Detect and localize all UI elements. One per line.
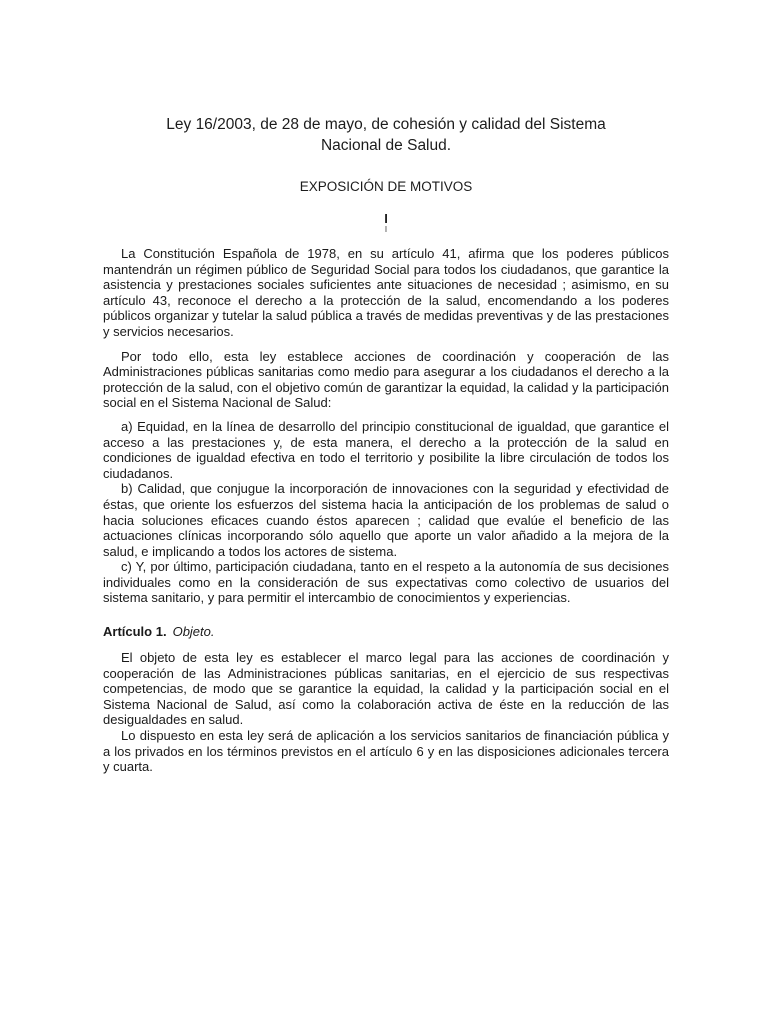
document-page bbox=[103, 114, 669, 775]
paragraph-equity: a) Equidad, en la línea de desarrollo del principio constitucional de igualdad, que garantice el acceso a las prestaciones y, de esta manera, el derecho a la protección de la salud en condiciones de igualdad efectiva en todo el territorio y posibilite la libre circulación de todos los ciudadanos. bbox=[103, 418, 669, 481]
article-name: Objeto. bbox=[172, 624, 215, 640]
paragraph-participation: c) Y, por último, participación ciudadana, tanto en el respeto a la autonomía de sus decisiones individuales como en la consideración de sus expectativas como colectivo de usuarios del sistema sanitario, y para permitir el intercambio de conocimientos y experiencias. bbox=[103, 559, 669, 606]
title-line-1: Ley 16/2003, de 28 de mayo, de cohesión y calidad del Sistema bbox=[166, 116, 606, 133]
paragraph-constitution: La Constitución Española de 1978, en su artículo 41, afirma que los poderes públicos mantendrán un régimen público de Seguridad Social para todos los ciudadanos, que garantice la asistencia y prestaciones sociales suficientes ante situaciones de necesidad ; asimismo, en su artículo 43, reconoce el derecho a la protección de la salud, encomendando a los poderes públicos organizar y tutelar la salud pública a través de medidas preventivas y de las prestaciones y servicios necesarios. bbox=[103, 246, 669, 339]
article-number: Artículo 1. bbox=[103, 624, 167, 640]
title-line-2: Nacional de Salud. bbox=[320, 137, 452, 154]
roman-numeral-small: I bbox=[384, 225, 388, 234]
paragraph-objectives: Por todo ello, esta ley establece acciones de coordinación y cooperación de las Administraciones públicas sanitarias como medio para asegurar a los ciudadanos el derecho a la protección de la salud, con el objetivo común de garantizar la equidad, la calidad y la participación social en el Sistema Nacional de Salud: bbox=[103, 348, 669, 411]
article-paragraph-object: El objeto de esta ley es establecer el marco legal para las acciones de coordinación y cooperación de las Administraciones públicas sanitarias, en el ejercicio de sus respectivas competencias, de modo que se garantice la equidad, la calidad y la participación social en el Sistema Nacional de Salud, así como la colaboración activa de éste en la reducción de las desigualdades en salud. bbox=[103, 650, 669, 728]
paragraph-quality: b) Calidad, que conjugue la incorporación de innovaciones con la seguridad y efectividad de éstas, que oriente los esfuerzos del sistema hacia la anticipación de los problemas de salud o hacia soluciones eficaces cuando éstos aparecen ; calidad que evalúe el beneficio de las actuaciones clínicas incorporando sólo aquello que aporte un valor añadido a la mejora de la salud, e implicando a todos los actores de sistema. bbox=[103, 481, 669, 559]
article-paragraph-scope: Lo dispuesto en esta ley será de aplicación a los servicios sanitarios de financiación pública y a los privados en los términos previstos en el artículo 6 y en las disposiciones adicionales tercera y cuarta. bbox=[103, 728, 669, 775]
section-heading: EXPOSICIÓN DE MOTIVOS bbox=[299, 179, 473, 194]
roman-numeral: I bbox=[384, 211, 388, 226]
document-title bbox=[103, 114, 669, 156]
article-heading bbox=[103, 624, 669, 640]
